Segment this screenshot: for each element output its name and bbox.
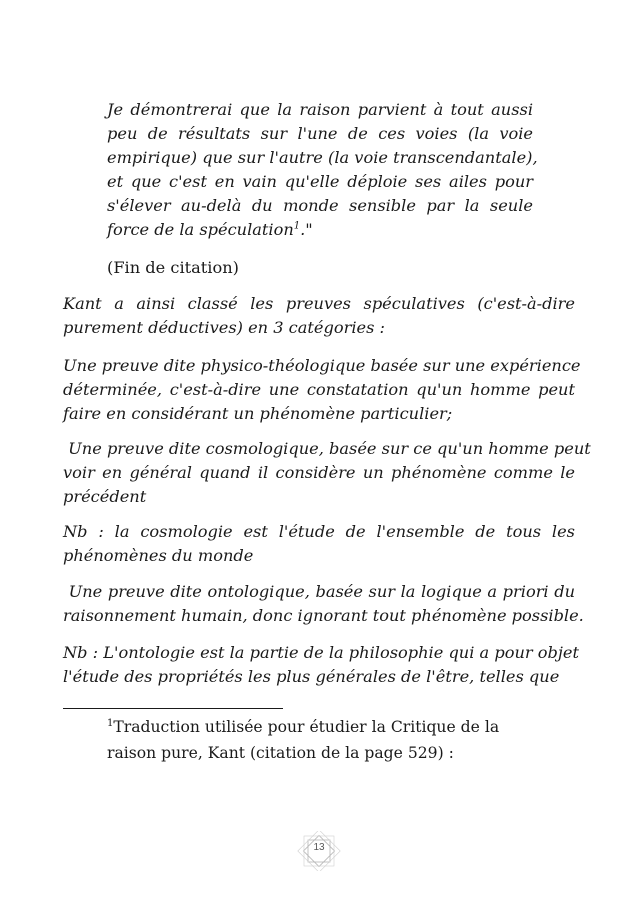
paragraph-line: précédent	[63, 487, 147, 506]
paragraph-nb-cosmologie	[63, 520, 575, 568]
quote-line: s'élever au-delà du monde sensible par la seule	[107, 196, 533, 215]
paragraph-line: voir en général quand il considère un phénomène comme le	[63, 463, 575, 482]
paragraph-cosmologique	[63, 437, 591, 509]
paragraph-line: Nb : la cosmologie est l'étude de l'ensemble de tous les	[63, 522, 575, 541]
footnote-line: raison pure, Kant (citation de la page 529) :	[107, 744, 454, 762]
paragraph-physico-theologique	[63, 354, 581, 426]
paragraph-line: faire en considérant un phénomène particulier;	[63, 404, 453, 423]
footnote-line	[107, 714, 567, 740]
footnote-separator	[63, 708, 283, 709]
paragraph-line: Nb : L'ontologie est la partie de la philosophie qui a pour objet	[63, 643, 579, 662]
paragraph-line: Une preuve dite ontologique, basée sur la logique a priori du	[63, 582, 575, 601]
paragraph-line: raisonnement humain, donc ignorant tout phénomène possible.	[63, 606, 584, 625]
quote-line: Je démontrerai que la raison parvient à tout aussi	[107, 100, 533, 119]
paragraph-kant	[63, 292, 575, 340]
paragraph-line: Une preuve dite cosmologique, basée sur ce qu'un homme peut	[63, 439, 591, 458]
paragraph-line: déterminée, c'est-à-dire une constatation qu'un homme peut	[63, 380, 575, 399]
page-number: 13	[313, 842, 325, 853]
footnote-reference: 1	[293, 220, 301, 232]
quote-closing: ."	[300, 220, 313, 239]
footnote-text: Traduction utilisée pour étudier la Critique de la	[113, 718, 500, 736]
paragraph-line: l'étude des propriétés les plus générales de l'être, telles que	[63, 667, 560, 686]
paragraph-line: phénomènes du monde	[63, 546, 254, 565]
quote-line: peu de résultats sur l'une de ces voies (la voie	[107, 124, 533, 143]
quote-line: force de la spéculation	[107, 220, 294, 239]
paragraph-line: purement déductives) en 3 catégories :	[63, 318, 385, 337]
paragraph-nb-ontologie	[63, 641, 579, 689]
paragraph-line: Kant a ainsi classé les preuves spéculatives (c'est-à-dire	[63, 294, 575, 313]
footnote	[107, 714, 567, 766]
page-number-badge	[296, 831, 342, 871]
quote-line: et que c'est en vain qu'elle déploie ses ailes pour	[107, 172, 533, 191]
fin-de-citation	[107, 256, 533, 280]
fin-citation-text: (Fin de citation)	[107, 258, 239, 277]
quote-last-line	[107, 218, 533, 242]
paragraph-line: Une preuve dite physico-théologique basée sur une expérience	[63, 356, 581, 375]
footnote-number: 1	[107, 717, 114, 729]
paragraph-ontologique	[63, 580, 584, 628]
quote-line: empirique) que sur l'autre (la voie transcendantale),	[107, 148, 538, 167]
quote-block	[107, 98, 538, 242]
